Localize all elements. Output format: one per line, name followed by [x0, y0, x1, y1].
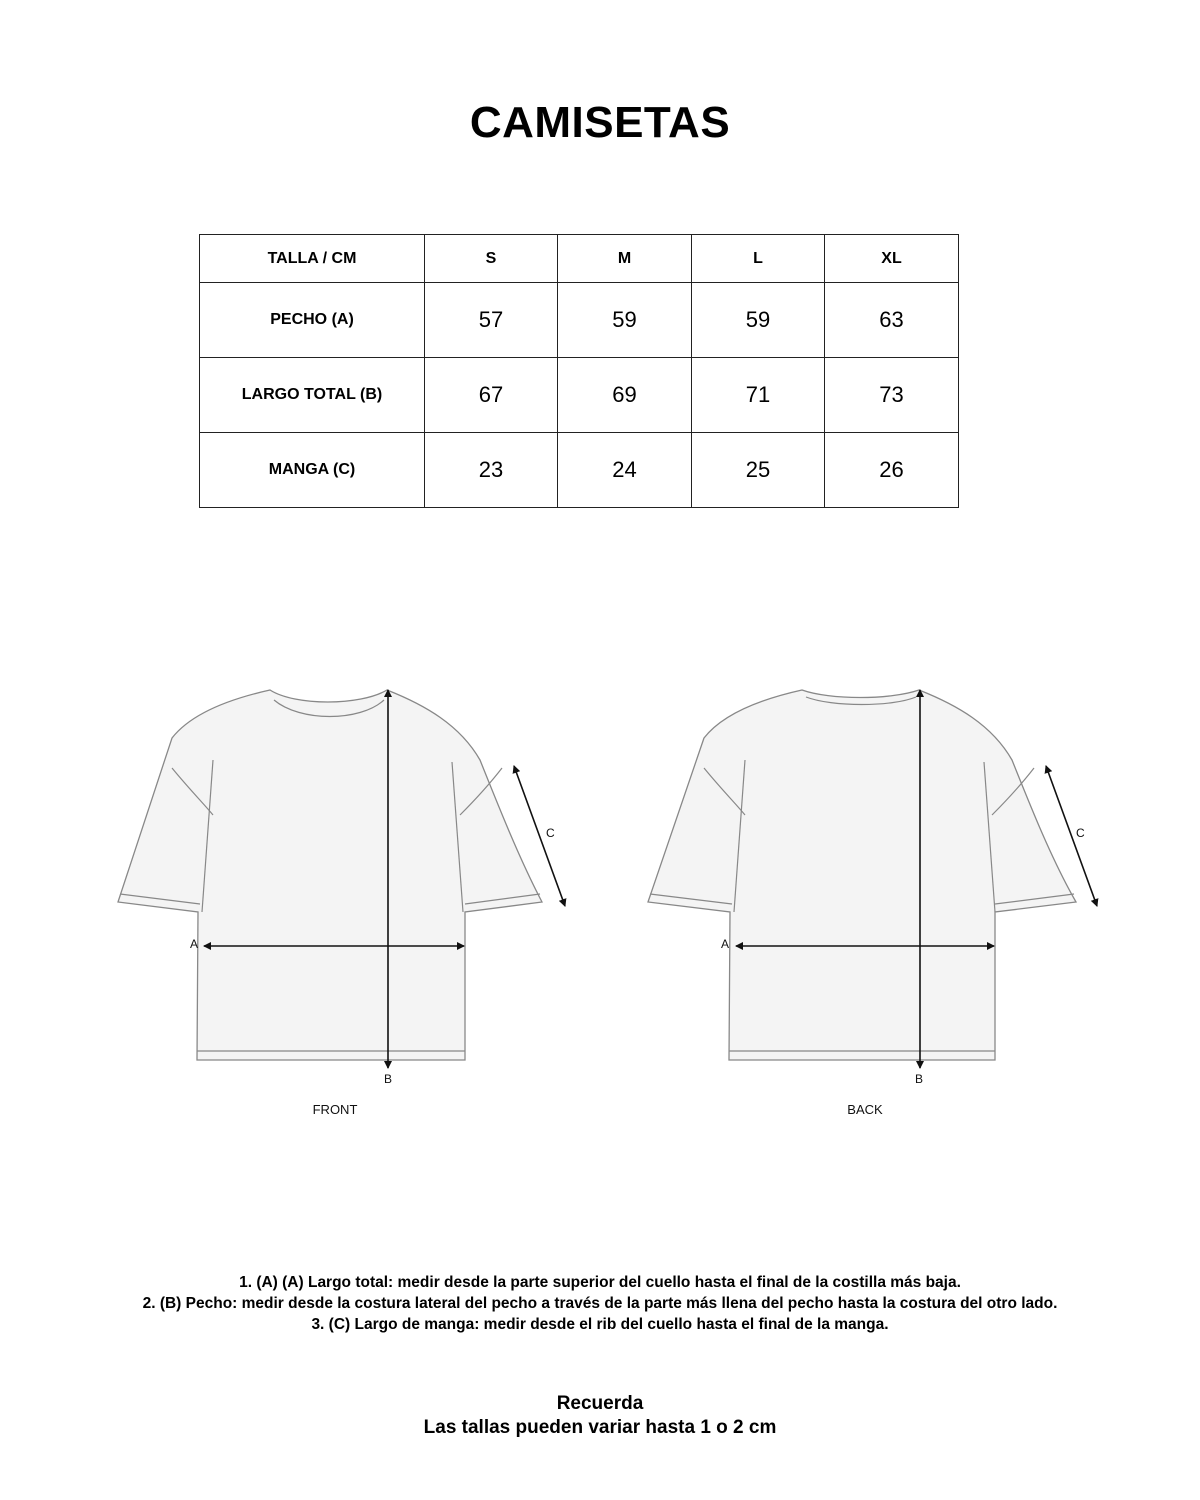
table-row	[200, 433, 959, 508]
back-label-a: A	[721, 937, 730, 951]
row-label-chest: PECHO (A)	[200, 283, 425, 358]
table-row	[200, 358, 959, 433]
table-header-row	[200, 235, 959, 283]
table-cell: 59	[692, 283, 825, 358]
front-label-a: A	[190, 937, 199, 951]
header-cell-l: L	[692, 235, 825, 283]
header-cell-xl: XL	[825, 235, 959, 283]
front-label-b: B	[384, 1072, 393, 1086]
table-cell: 57	[425, 283, 558, 358]
reminder-heading: Recuerda	[556, 1393, 644, 1414]
note-item: 1. (A) (A) Largo total: medir desde la parte superior del cuello hasta el final de la costilla más baja.	[239, 1274, 961, 1291]
table-cell: 26	[825, 433, 959, 508]
measurement-notes	[0, 1272, 1200, 1335]
table-cell: 59	[558, 283, 692, 358]
back-label-c: C	[1076, 826, 1085, 840]
note-item: 2. (B) Pecho: medir desde la costura lateral del pecho a través de la parte más llena del pecho hasta la costura del otro lado.	[142, 1295, 1058, 1312]
table-cell: 23	[425, 433, 558, 508]
table-row	[200, 283, 959, 358]
front-caption: FRONT	[312, 1102, 358, 1117]
header-cell-s: S	[425, 235, 558, 283]
table-cell: 73	[825, 358, 959, 433]
table-cell: 25	[692, 433, 825, 508]
front-tshirt-illustration	[118, 690, 565, 1117]
row-label-length: LARGO TOTAL (B)	[200, 358, 425, 433]
header-cell-m: M	[558, 235, 692, 283]
front-tshirt-outline	[118, 690, 542, 1060]
tshirt-measurement-diagram	[0, 660, 1200, 1130]
table-cell: 63	[825, 283, 959, 358]
note-item: 3. (C) Largo de manga: medir desde el rib del cuello hasta el final de la manga.	[311, 1316, 889, 1333]
table-cell: 67	[425, 358, 558, 433]
back-tshirt-outline	[648, 690, 1076, 1060]
size-table	[199, 234, 959, 508]
table-cell: 24	[558, 433, 692, 508]
row-label-sleeve: MANGA (C)	[200, 433, 425, 508]
table-cell: 71	[692, 358, 825, 433]
table-cell: 69	[558, 358, 692, 433]
reminder-block	[0, 1392, 1200, 1440]
header-cell-size-unit: TALLA / CM	[200, 235, 425, 283]
page-title: CAMISETAS	[469, 98, 731, 147]
front-label-c: C	[546, 826, 555, 840]
back-caption: BACK	[847, 1102, 883, 1117]
reminder-text: Las tallas pueden variar hasta 1 o 2 cm	[423, 1417, 777, 1438]
back-tshirt-illustration	[648, 690, 1097, 1117]
back-label-b: B	[915, 1072, 924, 1086]
